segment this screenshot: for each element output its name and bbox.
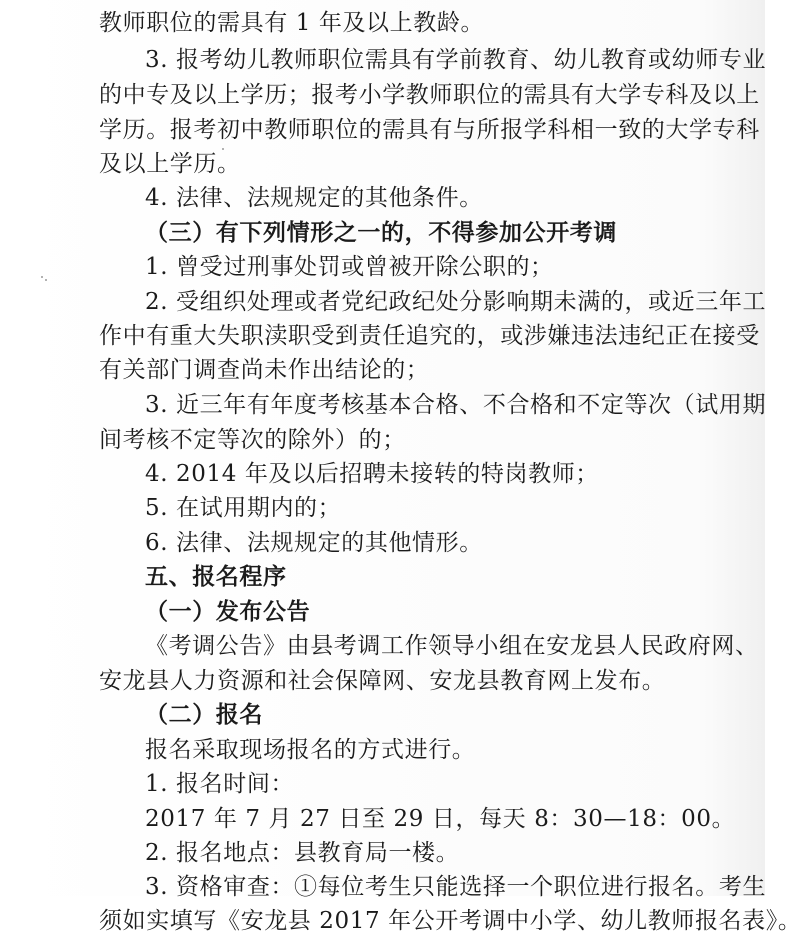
subsection-heading-1: （一）发布公告 [145,598,311,625]
text-line-6: 4. 法律、法规规定的其他条件。 [145,185,483,211]
text-line-9: 2. 受组织处理或者党纪政纪处分影响期未满的，或近三年工 [145,289,767,315]
text-line-27: 须如实填写《安龙县 2017 年公开考调中小学、幼儿教师报名表》。 [99,908,801,934]
text-line-15: 5. 在试用期内的； [145,495,342,521]
text-line-16: 6. 法律、法规规定的其他情形。 [145,530,483,556]
section-heading-5: 五、报名程序 [145,563,287,590]
text-line-24: 2017 年 7 月 27 日至 29 日，每天 8：30—18：00。 [145,806,736,832]
text-line-2: 3. 报考幼儿教师职位需具有学前教育、幼儿教育或幼师专业 [145,47,767,73]
subsection-heading-2: （二）报名 [145,701,263,728]
text-line-23: 1. 报名时间： [145,771,295,797]
text-line-14: 4. 2014 年及以后招聘未接转的特岗教师； [145,461,599,487]
text-line-5: 及以上学历。 [99,151,241,177]
text-line-3: 的中专及以上学历；报考小学教师职位的需具有大学专科及以上 [99,82,760,108]
scan-speck [222,148,224,150]
text-line-12: 3. 近三年有年度考核基本合格、不合格和不定等次（试用期 [145,392,767,418]
text-line-20: 安龙县人力资源和社会保障网、安龙县教育网上发布。 [99,668,666,694]
text-line-13: 间考核不定等次的除外）的； [99,427,406,453]
text-line-22: 报名采取现场报名的方式进行。 [145,737,476,763]
text-line-25: 2. 报名地点：县教育局一楼。 [145,840,460,866]
text-line-4: 学历。报考初中教师职位的需具有与所报学科相一致的大学专科 [99,117,760,143]
text-line-19: 《考调公告》由县考调工作领导小组在安龙县人民政府网、 [145,633,759,659]
text-line-11: 有关部门调查尚未作出结论的； [99,357,430,383]
section-heading-3: （三）有下列情形之一的，不得参加公开考调 [145,219,617,246]
text-line-1: 教师职位的需具有 1 年及以上教龄。 [99,10,485,36]
scan-speck [41,276,43,278]
text-line-8: 1. 曾受过刑事处罚或曾被开除公职的； [145,254,554,280]
text-line-26: 3. 资格审查：①每位考生只能选择一个职位进行报名。考生 [145,874,767,900]
scan-speck [45,279,47,281]
text-line-10: 作中有重大失职渎职受到责任追究的，或涉嫌违法违纪正在接受 [99,323,760,349]
